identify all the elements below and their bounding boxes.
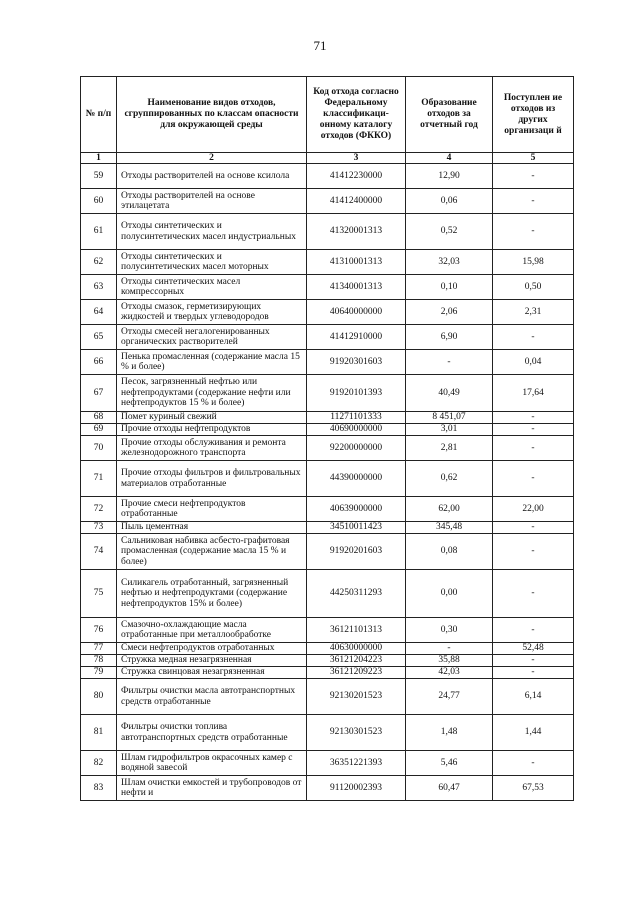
column-index: 3: [307, 153, 406, 164]
row-number: 65: [81, 325, 117, 350]
row-received: 17,64: [493, 375, 574, 412]
row-received: -: [493, 412, 574, 424]
row-received: -: [493, 461, 574, 497]
row-received: 0,04: [493, 350, 574, 375]
table-row: [81, 751, 574, 776]
row-waste-name: Прочие отходы фильтров и фильтровальных материалов отработанные: [117, 461, 307, 497]
row-formed: 2,06: [406, 300, 493, 325]
row-waste-name: Прочие отходы нефтепродуктов: [117, 424, 307, 436]
row-fkko-code: 41412400000: [307, 189, 406, 214]
row-received: -: [493, 618, 574, 643]
row-fkko-code: 41412910000: [307, 325, 406, 350]
row-formed: 0,10: [406, 275, 493, 300]
row-number: 81: [81, 715, 117, 751]
row-waste-name: Пыль цементная: [117, 522, 307, 534]
row-fkko-code: 40640000000: [307, 300, 406, 325]
table-row: [81, 436, 574, 461]
row-formed: 62,00: [406, 497, 493, 522]
row-waste-name: Силикагель отработанный, загрязненный нефтью и нефтепродуктами (содержание нефтепродуктов 15% и более): [117, 570, 307, 618]
table-header-row: [81, 77, 574, 153]
row-formed: 5,46: [406, 751, 493, 776]
row-fkko-code: 92130201523: [307, 679, 406, 715]
row-formed: 0,08: [406, 534, 493, 570]
table-body: [81, 164, 574, 801]
table-row: [81, 497, 574, 522]
row-fkko-code: 36121101313: [307, 618, 406, 643]
table-row: [81, 375, 574, 412]
table-row: [81, 522, 574, 534]
header-waste-name: Наименование видов отходов, сгруппированных по классам опасности для окружающей среды: [117, 77, 307, 153]
row-waste-name: Песок, загрязненный нефтью или нефтепродуктами (содержание нефти или нефтепродуктов 15 % и более): [117, 375, 307, 412]
row-number: 59: [81, 164, 117, 189]
row-number: 80: [81, 679, 117, 715]
row-fkko-code: 41412230000: [307, 164, 406, 189]
row-received: -: [493, 189, 574, 214]
table-row: [81, 214, 574, 250]
row-fkko-code: 41320001313: [307, 214, 406, 250]
table-row: [81, 776, 574, 801]
row-number: 79: [81, 667, 117, 679]
row-fkko-code: 36121204223: [307, 655, 406, 667]
table-row: [81, 350, 574, 375]
row-fkko-code: 40630000000: [307, 643, 406, 655]
table-row: [81, 275, 574, 300]
row-formed: 0,06: [406, 189, 493, 214]
row-waste-name: Отходы смесей негалогенированных органических растворителей: [117, 325, 307, 350]
waste-table: [80, 76, 574, 801]
row-fkko-code: 40639000000: [307, 497, 406, 522]
row-number: 83: [81, 776, 117, 801]
row-fkko-code: 44390000000: [307, 461, 406, 497]
table-row: [81, 424, 574, 436]
row-formed: 2,81: [406, 436, 493, 461]
row-waste-name: Шлам очистки емкостей и трубопроводов от нефти и: [117, 776, 307, 801]
row-fkko-code: 11271101333: [307, 412, 406, 424]
row-fkko-code: 92200000000: [307, 436, 406, 461]
row-received: 22,00: [493, 497, 574, 522]
row-number: 68: [81, 412, 117, 424]
table-row: [81, 618, 574, 643]
table-row: [81, 164, 574, 189]
row-formed: 0,30: [406, 618, 493, 643]
row-number: 73: [81, 522, 117, 534]
row-formed: -: [406, 643, 493, 655]
row-formed: 3,01: [406, 424, 493, 436]
row-number: 67: [81, 375, 117, 412]
row-received: -: [493, 436, 574, 461]
page-number: 71: [313, 38, 327, 53]
row-fkko-code: 92130301523: [307, 715, 406, 751]
row-formed: -: [406, 350, 493, 375]
row-number: 70: [81, 436, 117, 461]
row-received: -: [493, 534, 574, 570]
row-fkko-code: 36121209223: [307, 667, 406, 679]
row-number: 75: [81, 570, 117, 618]
row-fkko-code: 91120002393: [307, 776, 406, 801]
row-number: 64: [81, 300, 117, 325]
row-waste-name: Отходы растворителей на основе ксилола: [117, 164, 307, 189]
row-number: 61: [81, 214, 117, 250]
row-fkko-code: 36351221393: [307, 751, 406, 776]
table-row: [81, 643, 574, 655]
row-fkko-code: 91920301603: [307, 350, 406, 375]
row-number: 63: [81, 275, 117, 300]
row-waste-name: Прочие отходы обслуживания и ремонта железнодорожного транспорта: [117, 436, 307, 461]
row-received: -: [493, 655, 574, 667]
row-waste-name: Отходы синтетических и полусинтетических масел моторных: [117, 250, 307, 275]
row-received: -: [493, 522, 574, 534]
row-formed: 0,00: [406, 570, 493, 618]
row-waste-name: Отходы синтетических масел компрессорных: [117, 275, 307, 300]
row-waste-name: Отходы смазок, герметизирующих жидкостей и твердых углеводородов: [117, 300, 307, 325]
row-received: 15,98: [493, 250, 574, 275]
row-received: 0,50: [493, 275, 574, 300]
row-formed: 1,48: [406, 715, 493, 751]
header-received: Поступлен ие отходов из других организаци й: [493, 77, 574, 153]
row-number: 77: [81, 643, 117, 655]
table-row: [81, 300, 574, 325]
table-row: [81, 715, 574, 751]
row-waste-name: Стружка свинцовая незагрязненная: [117, 667, 307, 679]
row-waste-name: Пенька промасленная (содержание масла 15 % и более): [117, 350, 307, 375]
row-waste-name: Отходы синтетических и полусинтетических масел индустриальных: [117, 214, 307, 250]
row-received: -: [493, 667, 574, 679]
row-fkko-code: 44250311293: [307, 570, 406, 618]
table-row: [81, 412, 574, 424]
row-fkko-code: 91920201603: [307, 534, 406, 570]
table-row: [81, 250, 574, 275]
row-waste-name: Стружка медная незагрязненная: [117, 655, 307, 667]
table-row: [81, 534, 574, 570]
row-formed: 32,03: [406, 250, 493, 275]
row-formed: 42,03: [406, 667, 493, 679]
row-received: -: [493, 164, 574, 189]
table-row: [81, 655, 574, 667]
row-received: -: [493, 570, 574, 618]
row-received: -: [493, 325, 574, 350]
table-row: [81, 189, 574, 214]
row-formed: 60,47: [406, 776, 493, 801]
row-received: 67,53: [493, 776, 574, 801]
row-number: 74: [81, 534, 117, 570]
row-waste-name: Прочие смеси нефтепродуктов отработанные: [117, 497, 307, 522]
table-row: [81, 667, 574, 679]
row-waste-name: Фильтры очистки масла автотранспортных средств отработанные: [117, 679, 307, 715]
row-number: 66: [81, 350, 117, 375]
row-formed: 35,88: [406, 655, 493, 667]
row-number: 71: [81, 461, 117, 497]
row-number: 62: [81, 250, 117, 275]
column-index: 2: [117, 153, 307, 164]
row-waste-name: Смеси нефтепродуктов отработанных: [117, 643, 307, 655]
row-formed: 40,49: [406, 375, 493, 412]
row-fkko-code: 41310001313: [307, 250, 406, 275]
row-received: -: [493, 751, 574, 776]
row-waste-name: Помет куриный свежий: [117, 412, 307, 424]
row-waste-name: Сальниковая набивка асбесто-графитовая промасленная (содержание масла 15 % и более): [117, 534, 307, 570]
row-formed: 0,52: [406, 214, 493, 250]
row-received: -: [493, 424, 574, 436]
row-number: 60: [81, 189, 117, 214]
row-fkko-code: 34510011423: [307, 522, 406, 534]
row-waste-name: Фильтры очистки топлива автотранспортных средств отработанные: [117, 715, 307, 751]
row-received: -: [493, 214, 574, 250]
row-number: 69: [81, 424, 117, 436]
row-waste-name: Шлам гидрофильтров окрасочных камер с водяной завесой: [117, 751, 307, 776]
header-number: № п/п: [81, 77, 117, 153]
row-number: 76: [81, 618, 117, 643]
row-fkko-code: 41340001313: [307, 275, 406, 300]
header-formed: Образование отходов за отчетный год: [406, 77, 493, 153]
row-fkko-code: 40690000000: [307, 424, 406, 436]
row-formed: 0,62: [406, 461, 493, 497]
row-formed: 12,90: [406, 164, 493, 189]
row-formed: 24,77: [406, 679, 493, 715]
column-index: 5: [493, 153, 574, 164]
row-waste-name: Смазочно-охлаждающие масла отработанные при металлообработке: [117, 618, 307, 643]
row-number: 82: [81, 751, 117, 776]
row-formed: 8 451,07: [406, 412, 493, 424]
column-index: 4: [406, 153, 493, 164]
column-index: 1: [81, 153, 117, 164]
table-row: [81, 325, 574, 350]
header-fkko-code: Код отхода согласно Федеральному классификаци-онному каталогу отходов (ФККО): [307, 77, 406, 153]
row-received: 52,48: [493, 643, 574, 655]
row-waste-name: Отходы растворителей на основе этилацетата: [117, 189, 307, 214]
row-number: 78: [81, 655, 117, 667]
table-row: [81, 679, 574, 715]
table-row: [81, 570, 574, 618]
row-number: 72: [81, 497, 117, 522]
column-index-row: [81, 153, 574, 164]
row-fkko-code: 91920101393: [307, 375, 406, 412]
table-row: [81, 461, 574, 497]
row-formed: 6,90: [406, 325, 493, 350]
row-formed: 345,48: [406, 522, 493, 534]
row-received: 2,31: [493, 300, 574, 325]
row-received: 6,14: [493, 679, 574, 715]
row-received: 1,44: [493, 715, 574, 751]
